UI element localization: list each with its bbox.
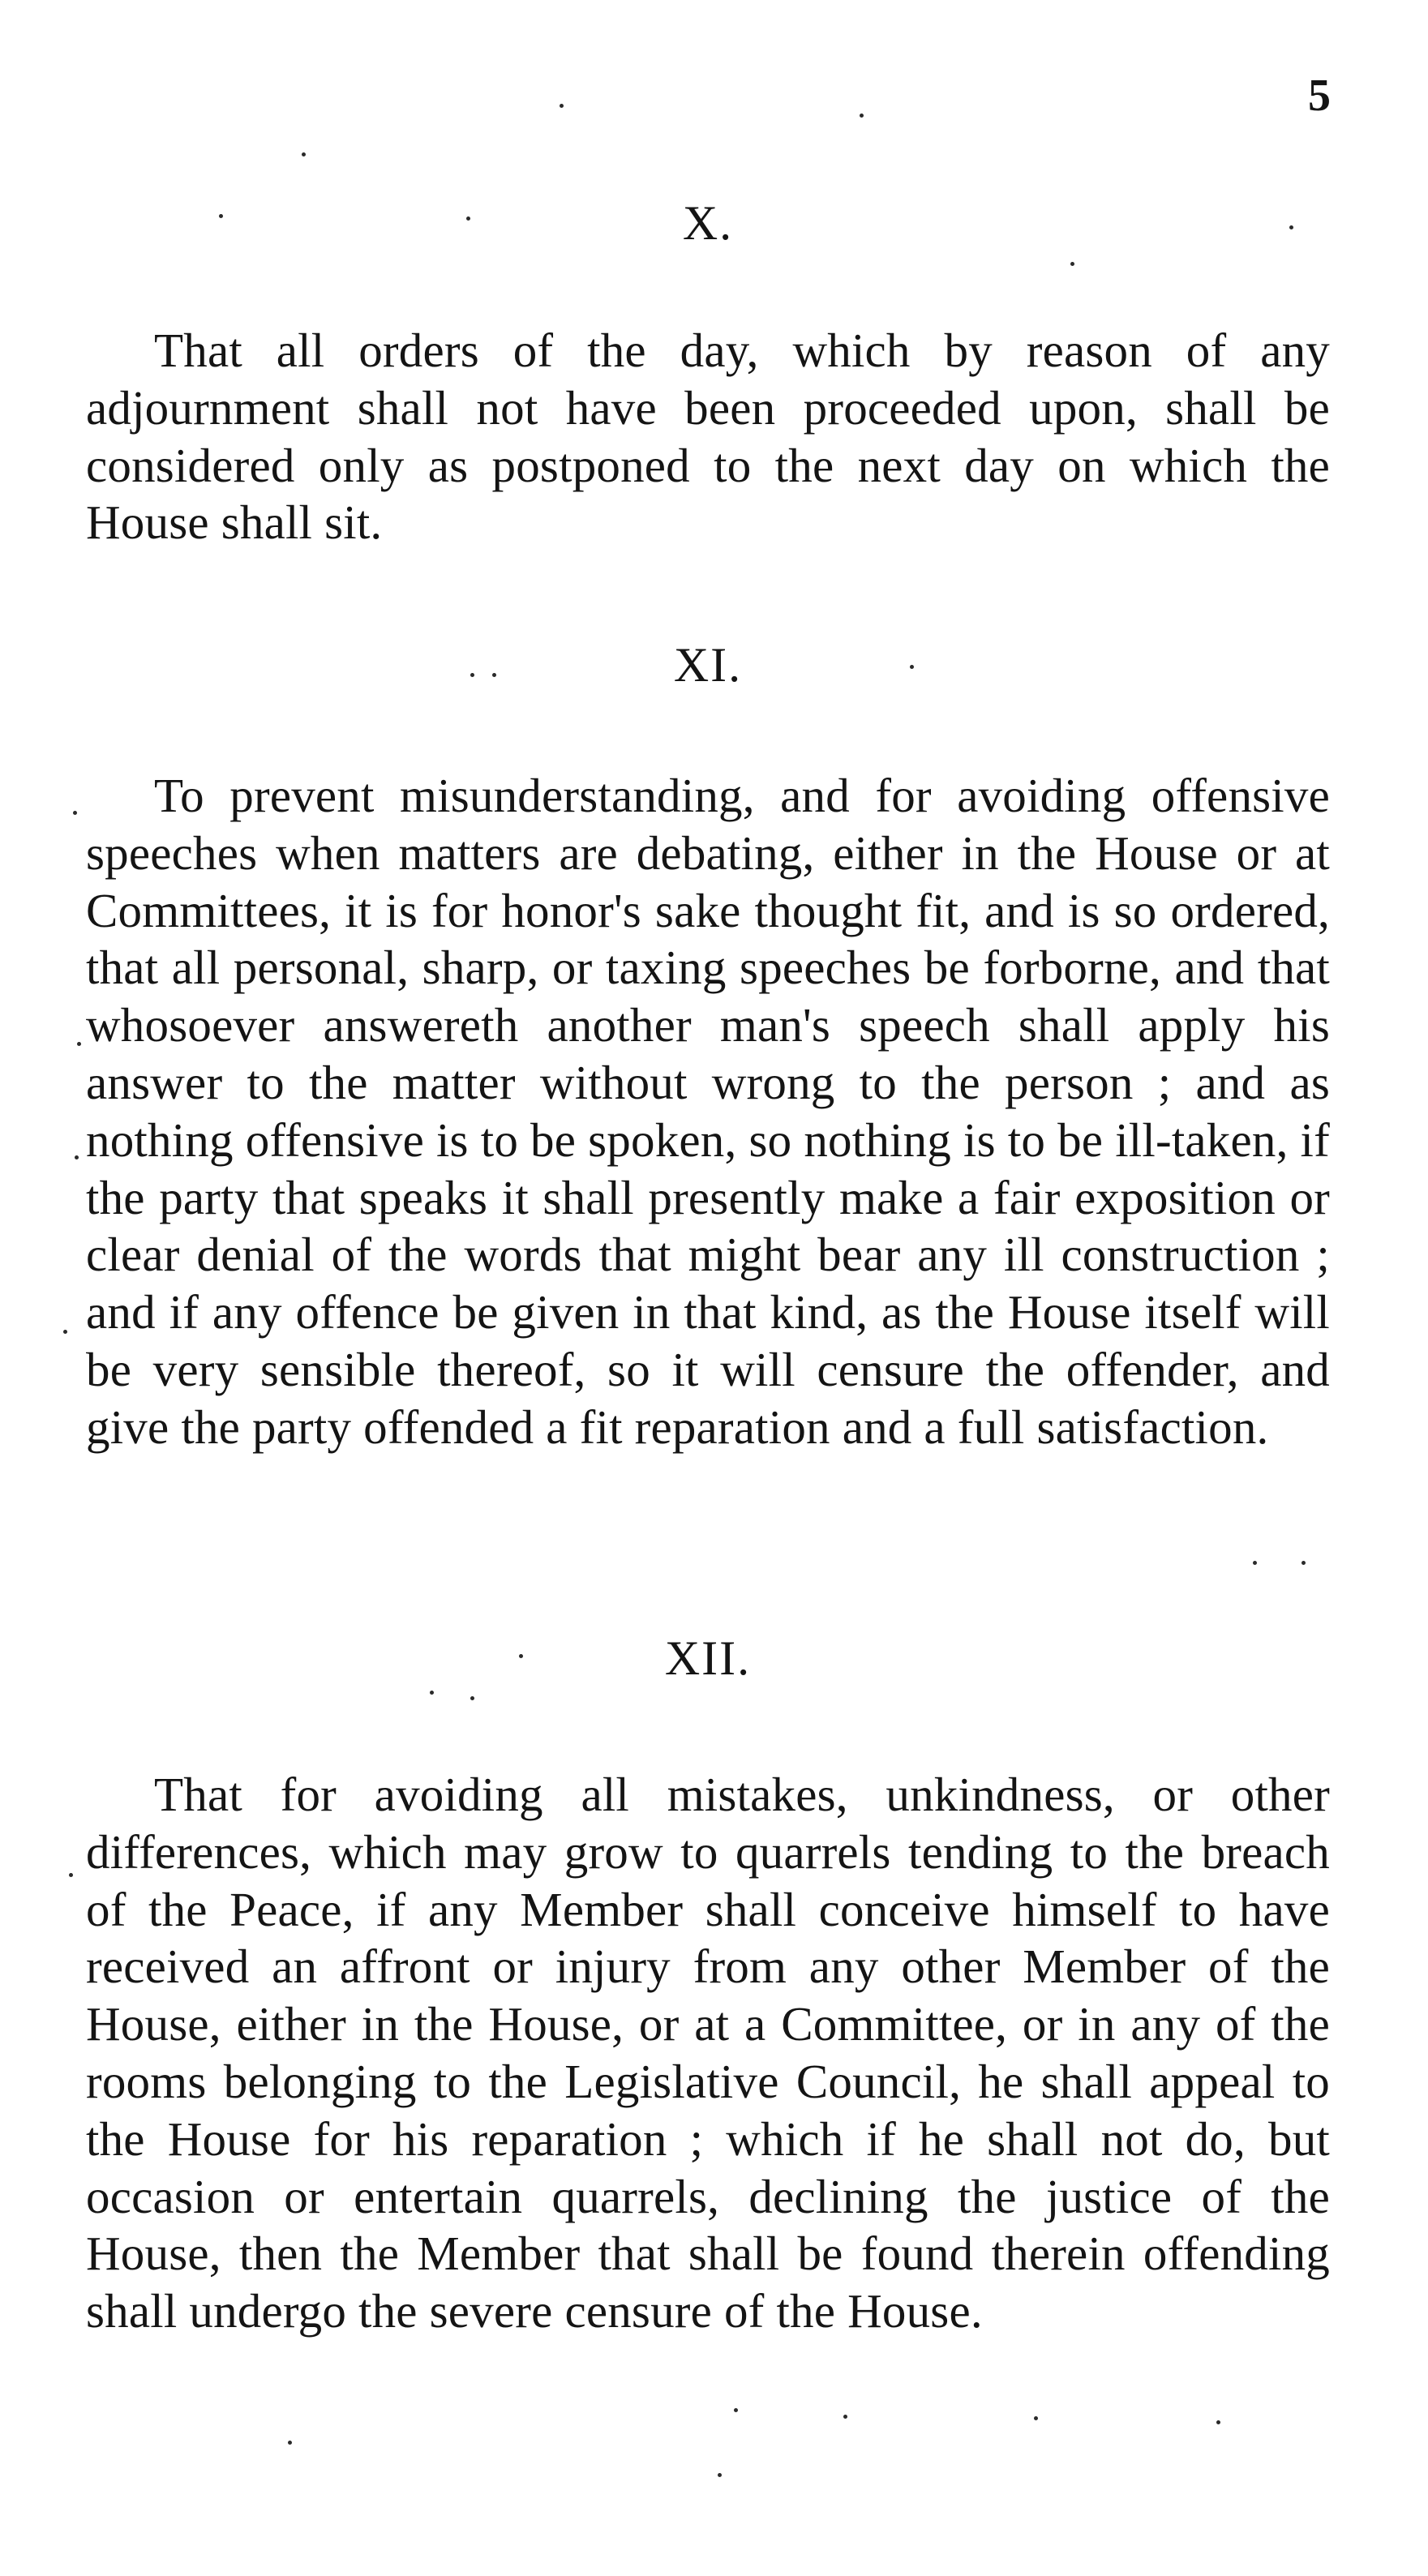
scan-speck (1253, 1561, 1257, 1565)
section-heading: XII. (664, 1631, 752, 1685)
scan-speck (219, 214, 223, 218)
scan-speck (843, 2415, 847, 2419)
scan-speck (734, 2408, 738, 2412)
scan-speck (560, 104, 564, 108)
section-paragraph: That all orders of the day, which by reason of any adjournment shall not have been proceeded upon, shall be considered only as postponed to the next day on which the House shall sit. (86, 324, 1330, 550)
scan-speck (492, 673, 496, 677)
scan-speck (718, 2473, 722, 2477)
section-x (86, 196, 1330, 551)
scan-speck (63, 1330, 67, 1334)
scan-speck (1070, 262, 1074, 266)
section-xii (86, 1631, 1330, 2340)
scan-speck (77, 1042, 81, 1046)
scan-speck (1216, 2420, 1220, 2424)
section-heading: XI. (673, 638, 743, 692)
scan-speck (430, 1691, 434, 1695)
scan-speck (519, 1654, 523, 1658)
section-paragraph: To prevent misunderstanding, and for avoiding offensive speeches when matters are debating, either in the House or at Committees, it is for honor's sake thought fit, and is so ordered, that all personal, sharp, or taxing speeches be forborne, and that whosoever answereth another man's speech shall apply his answer to the matter without wrong to the person ; and as nothing offensive is to be spoken, so nothing is to be ill-taken, if the party that speaks it shall presently make a fair exposition or clear denial of the words that might bear any ill construction ; and if any offence be given in that kind, as the House itself will be very sensible thereof, so it will censure the offender, and give the party offended a fit reparation and a full satisfaction. (86, 769, 1330, 1454)
section-paragraph: That for avoiding all mistakes, unkindness, or other differences, which may grow to quarrels tending to the breach of the Peace, if any Member shall conceive himself to have received an affront or injury from any other Member of the House, either in the House, or at a Committee, or in any of the rooms belonging to the Legislative Council, he shall appeal to the House for his reparation ; which if he shall not do, but occasion or entertain quarrels, declining the justice of the House, then the Member that shall be found therein offending shall undergo the severe censure of the House. (86, 1768, 1330, 2338)
scan-speck (69, 1873, 73, 1877)
scan-speck (860, 114, 864, 118)
scan-speck (1289, 225, 1293, 229)
scan-speck (288, 2441, 292, 2445)
scan-speck (470, 1696, 474, 1700)
scan-speck (910, 665, 914, 669)
scan-speck (73, 811, 77, 815)
scan-speck (302, 152, 306, 156)
scan-speck (466, 216, 470, 221)
section-heading: X. (682, 196, 734, 250)
scan-speck (1034, 2416, 1038, 2420)
section-xi (86, 638, 1330, 1456)
scan-speck (470, 673, 474, 677)
scan-speck (75, 1155, 79, 1159)
page-number: 5 (1308, 71, 1331, 121)
scan-speck (1301, 1561, 1306, 1565)
